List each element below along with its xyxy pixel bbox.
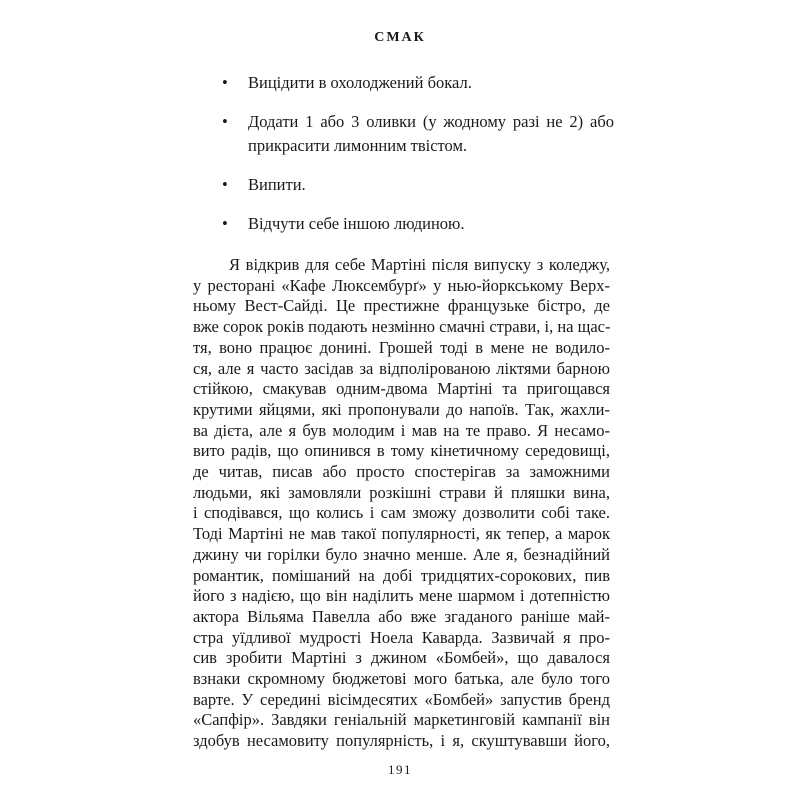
bullet-text: Випити. (248, 175, 306, 194)
paragraph-line: здобув несамовиту популярність, і я, скуштувавши його, (193, 731, 610, 751)
paragraph-line: тя, воно працює донині. Грошей тоді в мене не водило- (193, 337, 610, 357)
bullet-item (222, 71, 614, 95)
bullet-marker: • (222, 175, 228, 194)
paragraph-line: людьми, які замовляли розкішні страви й пляшки вина, (193, 482, 610, 502)
paragraph-line: Тоді Мартіні не мав такої популярності, як тепер, а марок (193, 524, 610, 544)
paragraph-line: романтик, помішаний на добі тридцятих-сорокових, пив (193, 565, 610, 585)
bullet-item (222, 173, 614, 197)
paragraph-line: у ресторані «Кафе Люксембурґ» у нью-йоркському Верх- (193, 275, 610, 295)
bullet-text: Додати 1 або 3 оливки (у жодному разі не 2) або прикрасити лимонним твістом. (248, 112, 614, 155)
page-number: 191 (388, 762, 412, 777)
paragraph-line: взнаки скромному бюджетові мого батька, але було того (193, 669, 610, 688)
paragraph-line: вито радів, що опинився в тому кінетичному середовищі, (193, 441, 610, 461)
paragraph-line: вже сорок років подають незмінно смачні страви, і, на щас- (193, 317, 611, 337)
bullet-item (222, 212, 614, 236)
paragraph-line: актора Вільяма Павелла або вже згаданого раніше май- (193, 606, 610, 626)
paragraph-line: «Сапфір». Завдяки геніальній маркетинговій кампанії він (193, 710, 610, 730)
paragraph-line: сив зробити Мартіні з джином «Бомбей», що давалося (193, 648, 610, 668)
paragraph-line: крутими яйцями, які пропонували до напоїв. Так, жахли- (193, 399, 610, 419)
paragraph-line: його з надією, що він наділить мене шармом і дотепністю (193, 586, 610, 606)
paragraph-line: і сподівався, що колись і сам зможу дозволити собі таке. (193, 503, 610, 523)
paragraph-line: де читав, писав або просто спостерігав за заможними (193, 462, 610, 481)
paragraph-line: ньому Вест-Сайді. Це престижне французьке бістро, де (193, 296, 610, 316)
bullet-item (222, 110, 614, 158)
bullet-marker: • (222, 112, 228, 131)
paragraph-line: ва дієта, але я був молодим і мав на те право. Я несамо- (193, 420, 610, 440)
bullet-text: Відчути себе іншою людиною. (248, 214, 465, 233)
paragraph-line: стра уїдливої мудрості Ноела Каварда. Зазвичай я про- (193, 627, 610, 647)
paragraph-line: стійкою, смакував одним-двома Мартіні та пригощався (193, 379, 610, 399)
running-head: СМАК (374, 30, 426, 45)
bullet-marker: • (222, 214, 228, 233)
paragraph-line: ся, але я часто засідав за відполірованою ліктями барною (193, 358, 610, 378)
paragraph-line: варте. У середині вісімдесятих «Бомбей» запустив бренд (193, 689, 610, 709)
paragraph-line: джину чи горілки було значно менше. Але я, безнадійний (193, 544, 610, 564)
bullet-marker: • (222, 73, 228, 92)
paragraph-line: Я відкрив для себе Мартіні після випуску з коледжу, (229, 255, 610, 274)
bullet-text: Вицідити в охолоджений бокал. (248, 73, 472, 92)
